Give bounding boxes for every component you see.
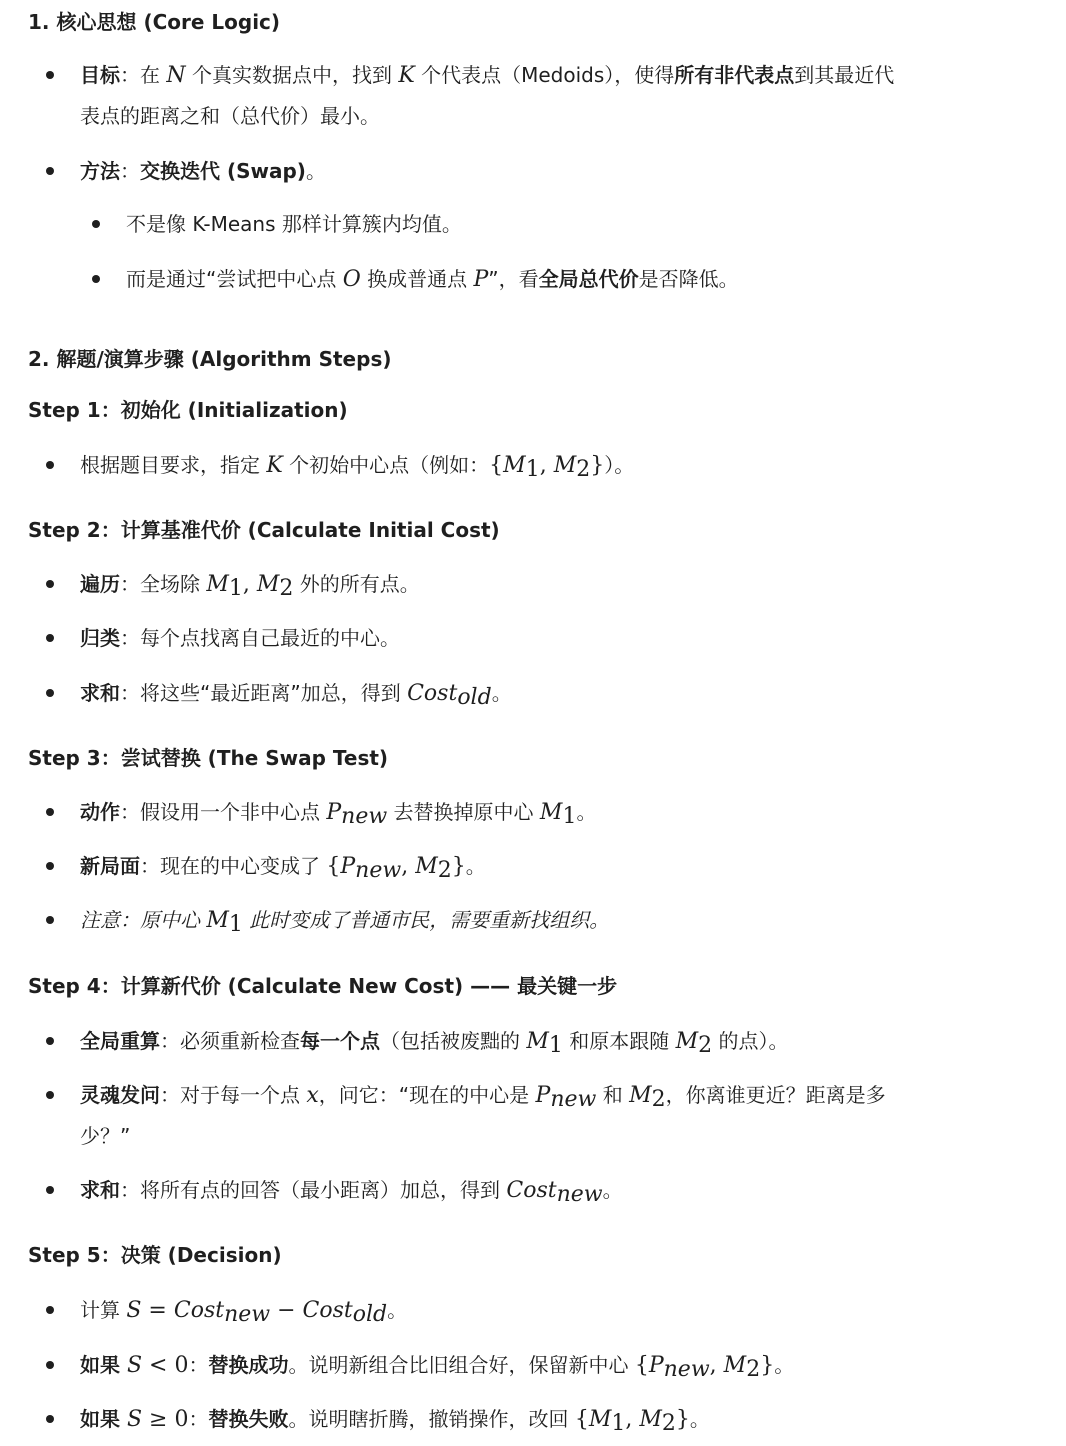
math-K: K <box>398 63 415 88</box>
math-comma: , <box>539 453 554 478</box>
text: 到其最近代 <box>794 63 895 87</box>
bullet-dot <box>46 167 54 175</box>
math-subscript: 2 <box>698 1033 713 1058</box>
bold-label: 求和 <box>80 681 120 705</box>
math-subscript: old <box>352 1302 388 1327</box>
text: ：现在的中心变成了 <box>140 854 327 878</box>
text: 。 <box>305 159 326 183</box>
math-P: P <box>340 854 356 879</box>
bullet-dot <box>46 1091 54 1099</box>
text: 根据题目要求，指定 <box>80 453 267 477</box>
text: 而是通过“尝试把中心点 <box>126 267 343 291</box>
math-subscript: 1 <box>562 804 577 829</box>
bold-label: 如果 <box>80 1407 127 1431</box>
math-subscript: new <box>224 1302 271 1327</box>
math-M: M <box>588 1407 612 1432</box>
math-subscript: new <box>556 1182 603 1207</box>
list-item-goal-continued: 表点的距离之和（总代价）最小。 <box>80 104 380 128</box>
step4-item-question <box>80 1081 886 1110</box>
math-brace: { <box>489 453 504 478</box>
bullet-dot <box>46 689 54 697</box>
text: 计算 <box>80 1298 127 1322</box>
bullet-dot <box>46 634 54 642</box>
math-brace: { <box>326 854 341 879</box>
math-subscript: 1 <box>611 1411 626 1436</box>
math-cost: Cost <box>173 1298 225 1323</box>
math-M: M <box>503 453 526 478</box>
step3-heading: Step 3：尝试替换 (The Swap Test) <box>28 746 389 770</box>
math-subscript: 1 <box>228 912 243 937</box>
math-P: P <box>473 267 489 292</box>
math-comma: , <box>625 1407 640 1432</box>
math-cost: Cost <box>506 1178 557 1203</box>
section-heading-algorithm-steps: 2. 解题/演算步骤 (Algorithm Steps) <box>28 347 392 371</box>
bold-text: 所有非代表点 <box>674 63 795 87</box>
bullet-dot <box>46 461 54 469</box>
bullet-dot <box>46 580 54 588</box>
text: ：将这些“最近距离”加总，得到 <box>120 681 408 705</box>
bold-label: 全局重算 <box>80 1029 160 1053</box>
math-M: M <box>539 800 563 825</box>
step2-item-classify <box>80 624 400 652</box>
math-comma: , <box>242 572 257 597</box>
step5-item-compute <box>80 1296 407 1325</box>
bold-label: 动作 <box>80 800 120 824</box>
text: ，问它：“现在的中心是 <box>318 1083 536 1107</box>
text: ：全场除 <box>120 572 207 596</box>
step3-item-note <box>80 906 609 935</box>
math-M: M <box>206 572 229 597</box>
math-cost: Cost <box>407 681 458 706</box>
sub-list-item-swap <box>126 265 739 294</box>
math-subscript: 2 <box>661 1411 676 1436</box>
text: 注意：原中心 <box>80 908 207 932</box>
bullet-dot <box>46 862 54 870</box>
math-N: N <box>166 63 186 88</box>
math-M: M <box>206 908 229 933</box>
text: ：每个点找离自己最近的中心。 <box>120 626 400 650</box>
step3-item-new-state <box>80 852 486 881</box>
math-M: M <box>526 1029 549 1054</box>
bold-label: 归类 <box>80 626 120 650</box>
bold-label: 灵魂发问 <box>80 1083 160 1107</box>
text: （包括被废黜的 <box>380 1029 527 1053</box>
bullet-dot <box>46 1037 54 1045</box>
math-brace: { <box>574 1407 589 1432</box>
text: 的点）。 <box>712 1029 789 1053</box>
text: ： <box>188 1353 209 1377</box>
bold-label: 如果 <box>80 1353 127 1377</box>
math-O: O <box>342 267 361 292</box>
math-minus: − <box>270 1298 303 1323</box>
bullet-dot <box>46 916 54 924</box>
step5-item-failure <box>80 1405 710 1434</box>
math-subscript: 1 <box>525 457 540 482</box>
text: 去替换掉原中心 <box>387 800 540 824</box>
math-subscript: 2 <box>746 1357 761 1382</box>
text: 换成普通点 <box>360 267 474 291</box>
math-equals: = <box>141 1298 174 1323</box>
bullet-dot <box>46 1306 54 1314</box>
math-S: S <box>126 1407 143 1432</box>
text: 和原本跟随 <box>562 1029 676 1053</box>
text: ：对于每一个点 <box>160 1083 307 1107</box>
text: ：必须重新检查 <box>160 1029 300 1053</box>
math-S: S <box>126 1298 142 1323</box>
text: 。 <box>491 681 512 705</box>
text: 外的所有点。 <box>293 572 420 596</box>
text: 个初始中心点（例如： <box>282 453 490 477</box>
math-brace: } <box>760 1353 775 1378</box>
math-M: M <box>675 1029 699 1054</box>
text: ）。 <box>604 453 635 477</box>
step3-item-action <box>80 798 596 827</box>
step1-item <box>80 451 634 480</box>
math-subscript: 2 <box>279 576 294 601</box>
text: 。说明新组合比旧组合好，保留新中心 <box>288 1353 635 1377</box>
math-S: S <box>126 1353 143 1378</box>
text: ：将所有点的回答（最小距离）加总，得到 <box>120 1178 507 1202</box>
math-subscript: new <box>663 1357 710 1382</box>
bullet-dot <box>92 220 100 228</box>
text: 。 <box>689 1407 710 1431</box>
math-relation: < 0 <box>142 1353 189 1378</box>
text: 和 <box>596 1083 630 1107</box>
math-M: M <box>723 1353 747 1378</box>
text: 此时变成了普通市民，需要重新找组织。 <box>242 908 610 932</box>
math-subscript: 2 <box>437 858 452 883</box>
math-M: M <box>553 453 577 478</box>
math-M: M <box>415 854 438 879</box>
text: 。 <box>602 1178 623 1202</box>
bold-label: 求和 <box>80 1178 120 1202</box>
text: ： <box>188 1407 209 1431</box>
step5-item-success <box>80 1351 794 1380</box>
bold-text: 替换成功 <box>208 1353 289 1377</box>
math-brace: { <box>634 1353 649 1378</box>
text: 。说明瞎折腾，撤销操作，改回 <box>288 1407 575 1431</box>
goal-label: 目标 <box>80 63 120 87</box>
math-brace: } <box>451 854 466 879</box>
math-subscript: new <box>341 804 388 829</box>
bold-label: 新局面 <box>80 854 140 878</box>
bullet-dot <box>46 71 54 79</box>
step4-item-question-continued: 少？” <box>80 1124 131 1148</box>
math-comma: , <box>401 854 416 879</box>
text: ：假设用一个非中心点 <box>120 800 327 824</box>
text: 个真实数据点中，找到 <box>185 63 399 87</box>
math-M: M <box>639 1407 662 1432</box>
bold-text: 每一个点 <box>300 1029 380 1053</box>
math-subscript: 2 <box>651 1087 666 1112</box>
step4-item-recompute <box>80 1027 789 1056</box>
text: 。 <box>576 800 597 824</box>
text: 。 <box>774 1353 795 1377</box>
text: 个代表点（Medoids），使得 <box>414 63 675 87</box>
sub-list-item-kmeans: 不是像 K-Means 那样计算簇内均值。 <box>126 212 462 236</box>
math-subscript: 1 <box>548 1033 563 1058</box>
bullet-dot <box>46 1415 54 1423</box>
math-comma: , <box>709 1353 724 1378</box>
text: ： <box>120 159 140 183</box>
text: ”，看 <box>488 267 539 291</box>
step1-heading: Step 1：初始化 (Initialization) <box>28 398 348 422</box>
math-brace: } <box>590 453 605 478</box>
text: 。 <box>465 854 486 878</box>
bullet-dot <box>92 275 100 283</box>
math-cost: Cost <box>302 1298 353 1323</box>
step2-item-sum <box>80 679 512 708</box>
text: ，你离谁更近？距离是多 <box>665 1083 886 1107</box>
bullet-dot <box>46 808 54 816</box>
math-subscript: 1 <box>228 576 243 601</box>
section-heading-core-logic: 1. 核心思想 (Core Logic) <box>28 10 281 34</box>
math-brace: } <box>675 1407 690 1432</box>
list-item-method <box>80 157 326 185</box>
math-K: K <box>266 453 283 478</box>
bold-text: 交换迭代 (Swap) <box>140 159 306 183</box>
method-label: 方法 <box>80 159 120 183</box>
math-relation: ≥ 0 <box>142 1407 189 1432</box>
math-subscript: new <box>550 1087 597 1112</box>
math-P: P <box>648 1353 664 1378</box>
step2-item-traverse <box>80 570 420 599</box>
step4-item-sum <box>80 1176 623 1205</box>
bold-label: 遍历 <box>80 572 120 596</box>
bold-text: 全局总代价 <box>538 267 639 291</box>
math-subscript: 2 <box>576 457 591 482</box>
bold-text: 替换失败 <box>208 1407 289 1431</box>
step5-heading: Step 5：决策 (Decision) <box>28 1243 282 1267</box>
text: 。 <box>387 1298 408 1322</box>
math-P: P <box>535 1083 551 1108</box>
math-M: M <box>629 1083 652 1108</box>
bullet-dot <box>46 1186 54 1194</box>
math-subscript: old <box>457 685 492 710</box>
math-M: M <box>256 572 280 597</box>
math-subscript: new <box>355 858 402 883</box>
step2-heading: Step 2：计算基准代价 (Calculate Initial Cost) <box>28 518 500 542</box>
list-item-goal <box>80 61 894 90</box>
text: 是否降低。 <box>638 267 739 291</box>
step4-heading: Step 4：计算新代价 (Calculate New Cost) —— 最关键一步 <box>28 974 618 998</box>
bullet-dot <box>46 1361 54 1369</box>
math-P: P <box>326 800 342 825</box>
text: ：在 <box>120 63 167 87</box>
math-x: x <box>306 1083 319 1108</box>
